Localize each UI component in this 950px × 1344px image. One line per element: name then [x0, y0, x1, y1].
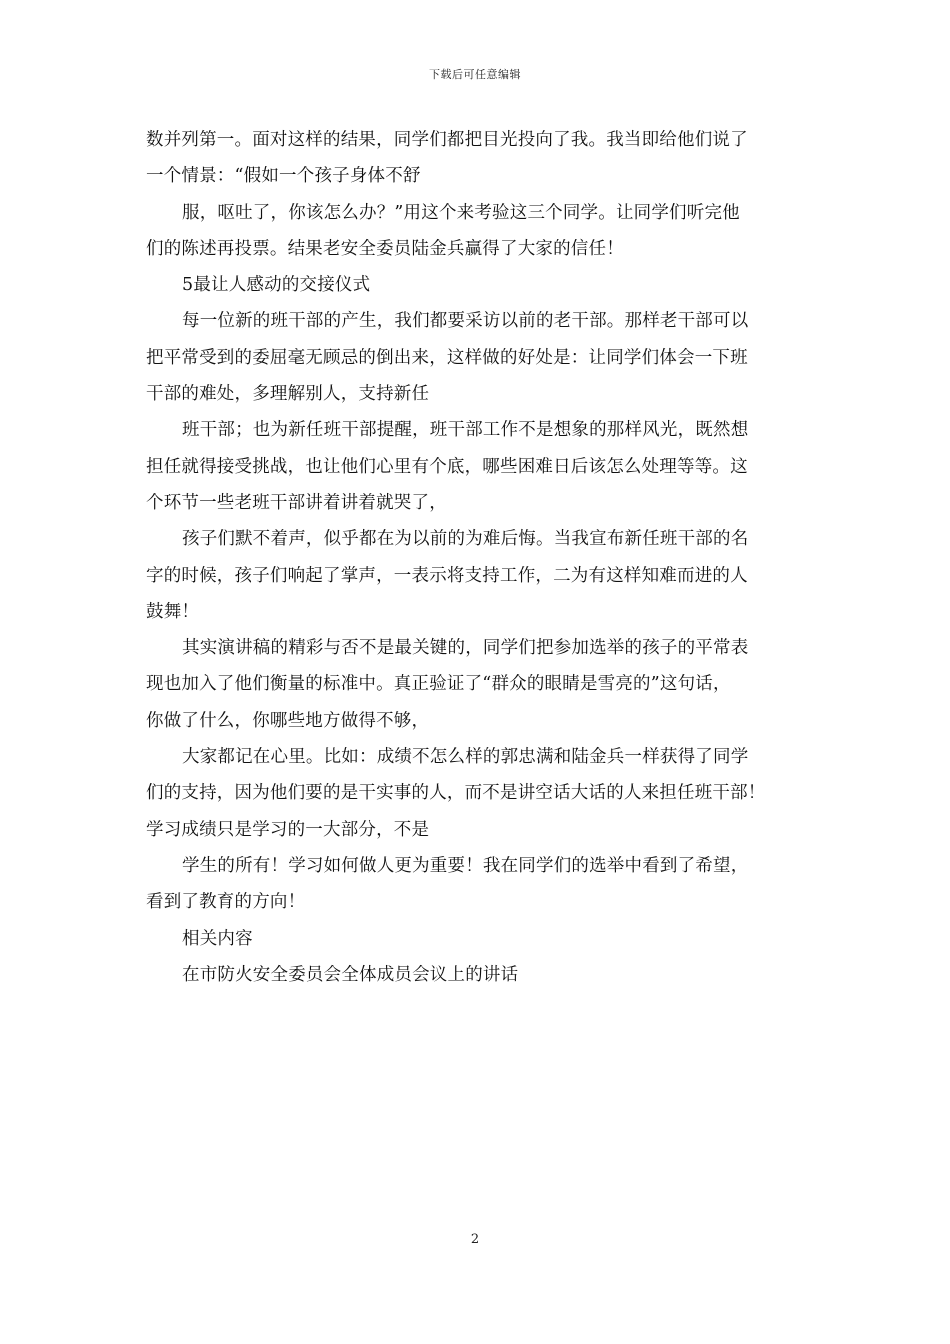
body-line: 学习成绩只是学习的一大部分，不是 [146, 819, 430, 840]
body-line: 们的陈述再投票。结果老安全委员陆金兵赢得了大家的信任！ [146, 238, 624, 259]
body-line: 鼓舞！ [146, 601, 200, 622]
body-line: 学生的所有！学习如何做人更为重要！我在同学们的选举中看到了希望， [182, 855, 749, 876]
body-line: 们的支持，因为他们要的是干实事的人，而不是讲空话大话的人来担任班干部！ [146, 783, 766, 804]
body-line: 大家都记在心里。比如：成绩不怎么样的郭忠满和陆金兵一样获得了同学 [182, 747, 749, 768]
body-line: 数并列第一。面对这样的结果，同学们都把目光投向了我。我当即给他们说了 [146, 130, 748, 150]
page-header: 下载后可任意编辑 [429, 68, 521, 81]
body-line: 你做了什么，你哪些地方做得不够， [146, 710, 430, 731]
body-line: 一个情景：“假如一个孩子身体不舒 [146, 166, 421, 187]
body-line: 班干部；也为新任班干部提醒，班干部工作不是想象的那样风光，既然想 [182, 420, 749, 441]
section-heading: 5最让人感动的交接仪式 [182, 275, 371, 296]
page-number: 2 [470, 1232, 480, 1247]
body-line: 干部的难处，多理解别人，支持新任 [146, 384, 430, 405]
body-line: 字的时候，孩子们响起了掌声，一表示将支持工作，二为有这样知难而进的人 [146, 565, 748, 586]
body-line: 服，呕吐了，你该怎么办？”用这个来考验这三个同学。让同学们听完他 [182, 202, 740, 223]
body-line: 把平常受到的委屈毫无顾忌的倒出来，这样做的好处是：让同学们体会一下班 [146, 347, 748, 368]
body-line: 其实演讲稿的精彩与否不是最关键的，同学们把参加选举的孩子的平常表 [182, 638, 749, 659]
body-line: 现也加入了他们衡量的标准中。真正验证了“群众的眼睛是雪亮的”这句话， [146, 674, 731, 695]
body-line: 孩子们默不着声，似乎都在为以前的为难后悔。当我宣布新任班干部的名 [182, 529, 749, 550]
body-line: 担任就得接受挑战，也让他们心里有个底，哪些困难日后该怎么处理等等。这 [146, 456, 748, 477]
related-content-link: 在市防火安全委员会全体成员会议上的讲话 [182, 964, 519, 985]
body-line: 每一位新的班干部的产生，我们都要采访以前的老干部。那样老干部可以 [182, 311, 749, 332]
document-body [146, 122, 826, 993]
body-line: 个环节一些老班干部讲着讲着就哭了， [146, 492, 447, 513]
related-content-label: 相关内容 [182, 928, 253, 949]
body-line: 看到了教育的方向！ [146, 892, 306, 913]
